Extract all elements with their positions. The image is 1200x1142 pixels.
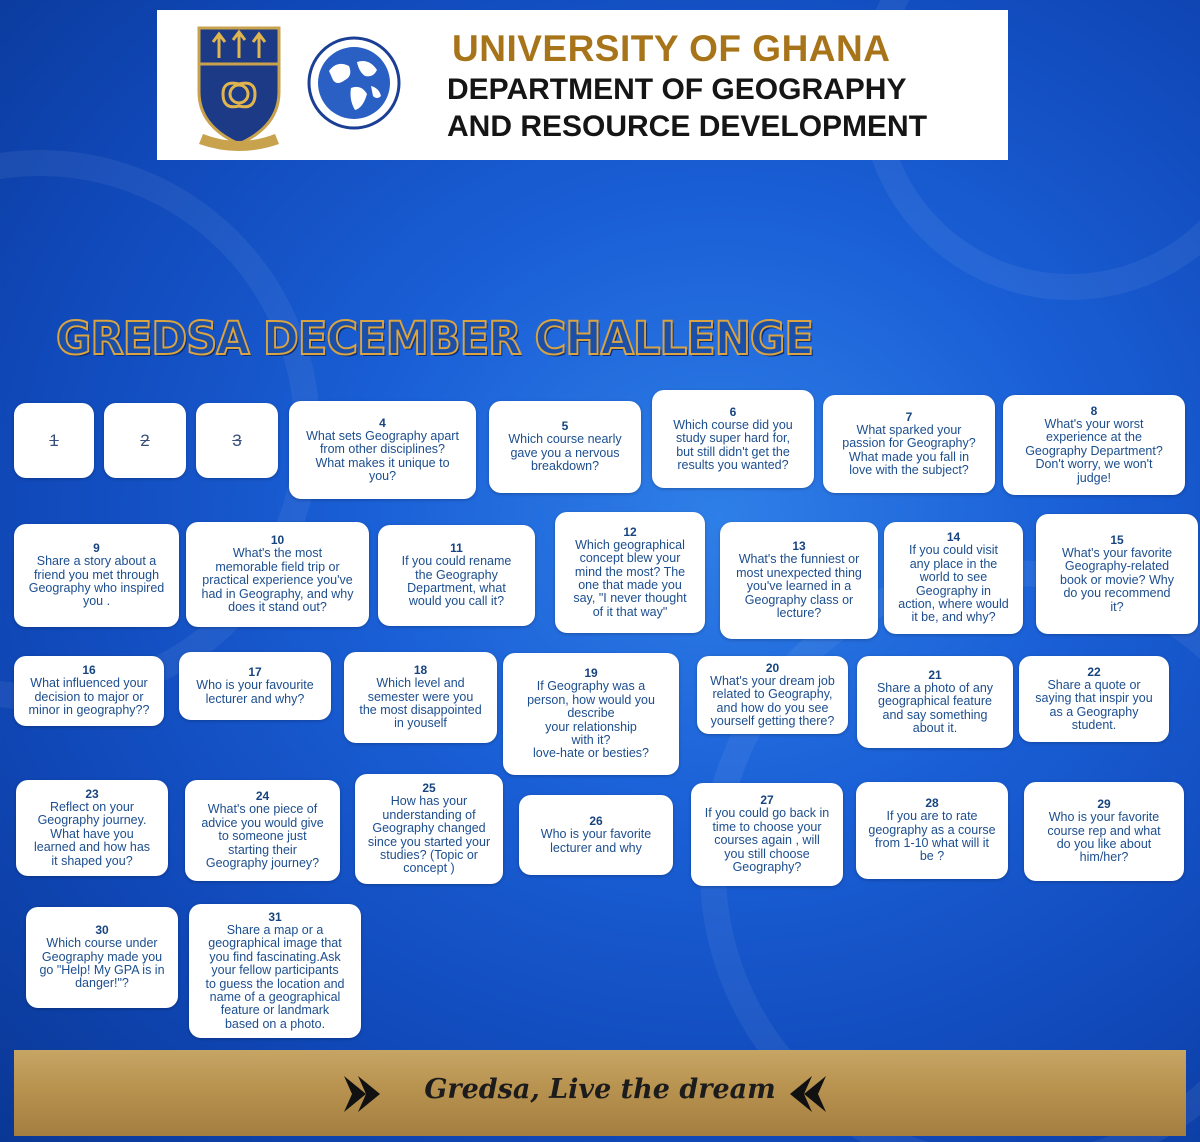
- day-number: 20: [765, 660, 780, 675]
- day-question: If you could go back in time to choose your courses again , will you still choose Geography?: [704, 806, 830, 875]
- day-number: 18: [413, 663, 428, 678]
- day-card-29: [1024, 782, 1184, 881]
- footer-tagline: Gredsa, Live the dream: [424, 1074, 776, 1105]
- day-card-14: [884, 522, 1023, 634]
- day-number: 29: [1097, 797, 1111, 812]
- day-number: 12: [623, 524, 637, 539]
- day-number: 30: [95, 923, 109, 938]
- day-question: Reflect on your Geography journey. What have you learned and how has it shaped you?: [33, 799, 151, 868]
- chevron-left-icon: [786, 1074, 828, 1114]
- day-question: What influenced your decision to major or minor in geography??: [28, 676, 150, 718]
- day-question: Share a quote or saying that inspir you as a Geography student.: [1035, 677, 1153, 732]
- day-question: Share a story about a friend you met through Geography who inspired you .: [28, 554, 165, 609]
- day-card-23: [16, 780, 168, 876]
- day-question: Which course did you study super hard for, but still didn't get the results you wanted?: [673, 417, 793, 472]
- day-question: Which course under Geography made you go "Help! My GPA is in danger!"?: [39, 936, 165, 991]
- department-name-line1: DEPARTMENT OF GEOGRAPHY: [447, 73, 907, 106]
- day-number: 24: [255, 789, 270, 804]
- day-card-26: [519, 795, 673, 875]
- footer-banner: [14, 1050, 1186, 1136]
- day-question: Who is your favourite lecturer and why?: [196, 678, 314, 706]
- day-card-22: [1019, 656, 1169, 742]
- day-question: If Geography was a person, how would you describe your relationship with it? love-hate or besties?: [527, 679, 655, 761]
- day-question: What's your worst experience at the Geography Department? Don't worry, we won't judge!: [1025, 416, 1163, 485]
- day-card-27: [691, 783, 843, 886]
- day-number: 17: [248, 665, 262, 680]
- day-number: 4: [379, 415, 386, 430]
- day-question: What's one piece of advice you would give to someone just starting their Geography journey?: [201, 802, 324, 871]
- university-crest-logo: [193, 22, 285, 152]
- day-card-3: [196, 403, 278, 478]
- day-question: How has your understanding of Geography changed since you started your studies? (Topic or concept ): [367, 794, 491, 876]
- day-question: What's the funniest or most unexpected thing you've learned in a Geography class or lecture?: [736, 552, 862, 621]
- day-number: 19: [584, 666, 598, 681]
- day-number: 11: [450, 541, 463, 556]
- day-question: Which course nearly gave you a nervous breakdown?: [508, 432, 622, 474]
- day-question: If you are to rate geography as a course from 1-10 what will it be ?: [868, 809, 996, 864]
- day-number: 5: [561, 419, 569, 434]
- day-question: Who is your favorite course rep and what do you like about him/her?: [1047, 810, 1161, 865]
- day-number: 13: [792, 539, 806, 554]
- day-card-15: [1036, 514, 1198, 634]
- day-number: 31: [268, 909, 282, 924]
- day-number: 10: [270, 533, 285, 548]
- day-card-11: [378, 525, 535, 626]
- day-card-5: [489, 401, 641, 493]
- day-number: 22: [1087, 664, 1101, 679]
- day-card-25: [355, 774, 503, 884]
- day-card-9: [14, 524, 179, 627]
- department-globe-logo: [307, 26, 401, 140]
- header-banner: [157, 10, 1008, 160]
- day-question: If you could visit any place in the world to see Geography in action, where would it be, and why?: [898, 543, 1009, 625]
- day-number: 8: [1090, 403, 1098, 418]
- day-question: What sparked your passion for Geography? What made you fall in love with the subject?: [842, 422, 976, 477]
- day-question: What sets Geography apart from other disciplines? What makes it unique to you?: [306, 428, 459, 483]
- day-card-10: [186, 522, 369, 627]
- day-card-20: [697, 656, 848, 734]
- day-question: If you could rename the Geography Department, what would you call it?: [401, 554, 512, 609]
- day-question: Share a photo of any geographical feature and say something about it.: [876, 680, 994, 735]
- day-card-2: [104, 403, 186, 478]
- day-number: 3: [232, 430, 242, 450]
- day-card-31: [189, 904, 361, 1038]
- department-name-line2: AND RESOURCE DEVELOPMENT: [447, 110, 928, 143]
- day-card-12: [555, 512, 705, 633]
- day-question: Who is your favorite lecturer and why: [540, 827, 652, 855]
- day-question: Which geographical concept blew your mind the most? The one that made you say, "I never thought of it that way": [573, 537, 687, 619]
- day-number: 9: [93, 541, 100, 556]
- day-question: What's your dream job related to Geography, and how do you see yourself getting there?: [710, 673, 835, 728]
- day-card-16: [14, 656, 164, 726]
- day-number: 15: [1110, 532, 1124, 547]
- day-number: 7: [905, 409, 913, 424]
- day-question: Share a map or a geographical image that you find fascinating.Ask your fellow participants to guess the location and name of a geographical feature or landmark based on a photo.: [205, 922, 345, 1031]
- day-question: Which level and semester were you the most disappointed in youself: [359, 676, 482, 731]
- day-card-30: [26, 907, 178, 1008]
- day-card-7: [823, 395, 995, 493]
- day-card-19: [503, 653, 679, 775]
- day-card-6: [652, 390, 814, 488]
- day-card-13: [720, 522, 878, 639]
- challenge-title: GREDSA DECEMBER CHALLENGE: [56, 312, 813, 365]
- day-card-18: [344, 652, 497, 743]
- day-card-28: [856, 782, 1008, 879]
- day-card-4: [289, 401, 476, 499]
- university-name: UNIVERSITY OF GHANA: [452, 28, 891, 69]
- day-number: 28: [925, 796, 939, 811]
- day-number: 23: [85, 786, 99, 801]
- day-number: 27: [760, 793, 774, 808]
- day-card-24: [185, 780, 340, 881]
- day-number: 16: [82, 663, 96, 678]
- day-number: 21: [928, 667, 942, 682]
- day-number: 26: [589, 814, 603, 829]
- day-question: What's the most memorable field trip or practical experience you've had in Geography, and why does it stand out?: [201, 546, 354, 615]
- day-card-21: [857, 656, 1013, 748]
- day-card-1: [14, 403, 94, 478]
- day-number: 14: [946, 530, 961, 545]
- day-number: 25: [422, 781, 436, 796]
- day-number: 6: [729, 404, 737, 419]
- day-card-17: [179, 652, 331, 720]
- day-number: 2: [140, 430, 150, 450]
- day-card-8: [1003, 395, 1185, 495]
- day-number: 1: [49, 430, 59, 450]
- day-question: What's your favorite Geography-related book or movie? Why do you recommend it?: [1060, 545, 1174, 614]
